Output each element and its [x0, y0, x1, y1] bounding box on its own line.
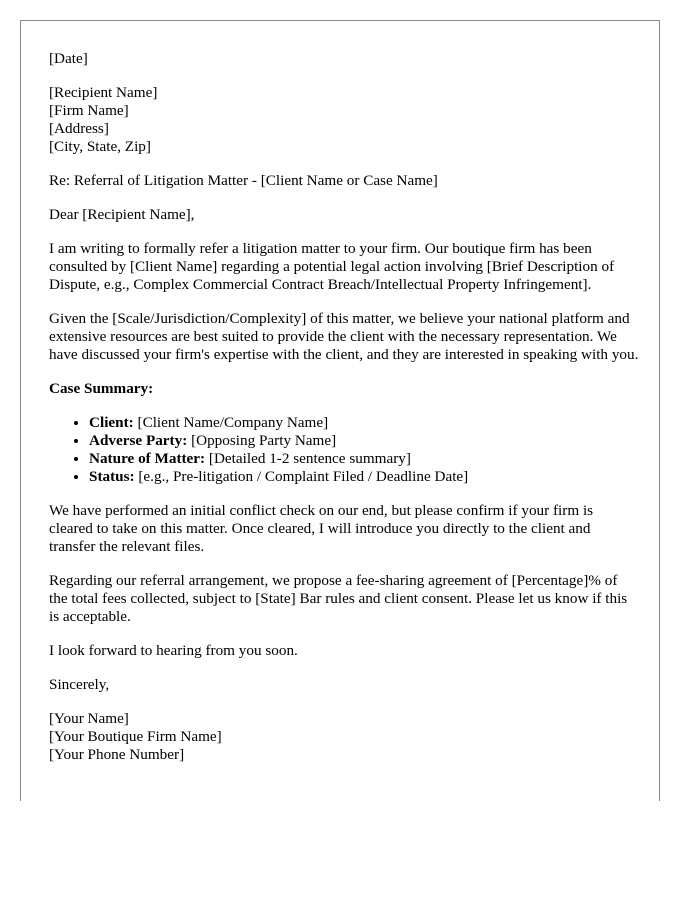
recipient-firm: [Firm Name] [49, 102, 129, 119]
item-label: Adverse Party: [89, 432, 188, 449]
conflict-check-paragraph: We have performed an initial conflict check on our end, but please confirm if your firm is cleared to take on this matter. Once cleared, I will introduce you directly to the client and transfer the relevant files. [49, 502, 594, 555]
date-text: [Date] [49, 50, 88, 67]
recipient-address-block [49, 84, 639, 156]
letter-date [49, 50, 639, 68]
item-value: [Client Name/Company Name] [133, 414, 329, 431]
signature-firm: [Your Boutique Firm Name] [49, 728, 222, 745]
item-value: [Opposing Party Name] [187, 432, 337, 449]
fee-sharing-paragraph: Regarding our referral arrangement, we propose a fee-sharing agreement of [Percentage]% of the total fees collected, subject to [State] Bar rules and client consent. Please let us know if this is acceptable. [49, 572, 628, 625]
item-label: Nature of Matter: [89, 450, 206, 467]
letter-page [20, 20, 660, 801]
item-value: [e.g., Pre-litigation / Complaint Filed / Deadline Date] [134, 468, 469, 485]
item-label: Status: [89, 468, 135, 485]
signature-name: [Your Name] [49, 710, 129, 727]
salutation: Dear [Recipient Name], [49, 206, 195, 223]
signoff: Sincerely, [49, 676, 110, 693]
case-summary-heading: Case Summary: [49, 380, 154, 397]
closing-remark: I look forward to hearing from you soon. [49, 642, 298, 659]
subject-line: Re: Referral of Litigation Matter - [Client Name or Case Name] [49, 172, 438, 189]
list-item [89, 414, 639, 432]
list-item [89, 468, 639, 486]
letter-body [49, 50, 639, 764]
recipient-name: [Recipient Name] [49, 84, 158, 101]
item-value: [Detailed 1-2 sentence summary] [205, 450, 411, 467]
list-item [89, 450, 639, 468]
case-summary-list [49, 414, 639, 486]
rationale-paragraph: Given the [Scale/Jurisdiction/Complexity] of this matter, we believe your national platform and extensive resources are best suited to provide the client with the necessary representation. We have discussed your firm's expertise with the client, and they are interested in speaking with you. [49, 310, 639, 363]
list-item [89, 432, 639, 450]
recipient-city-state-zip: [City, State, Zip] [49, 138, 151, 155]
recipient-address: [Address] [49, 120, 109, 137]
intro-paragraph: I am writing to formally refer a litigation matter to your firm. Our boutique firm has been consulted by [Client Name] regarding a potential legal action involving [Brief Description of Dispute, e.g., Complex Commercial Contract Breach/Intellectual Property Infringement]. [49, 240, 615, 293]
item-label: Client: [89, 414, 134, 431]
signature-block [49, 710, 639, 764]
signature-phone: [Your Phone Number] [49, 746, 185, 763]
